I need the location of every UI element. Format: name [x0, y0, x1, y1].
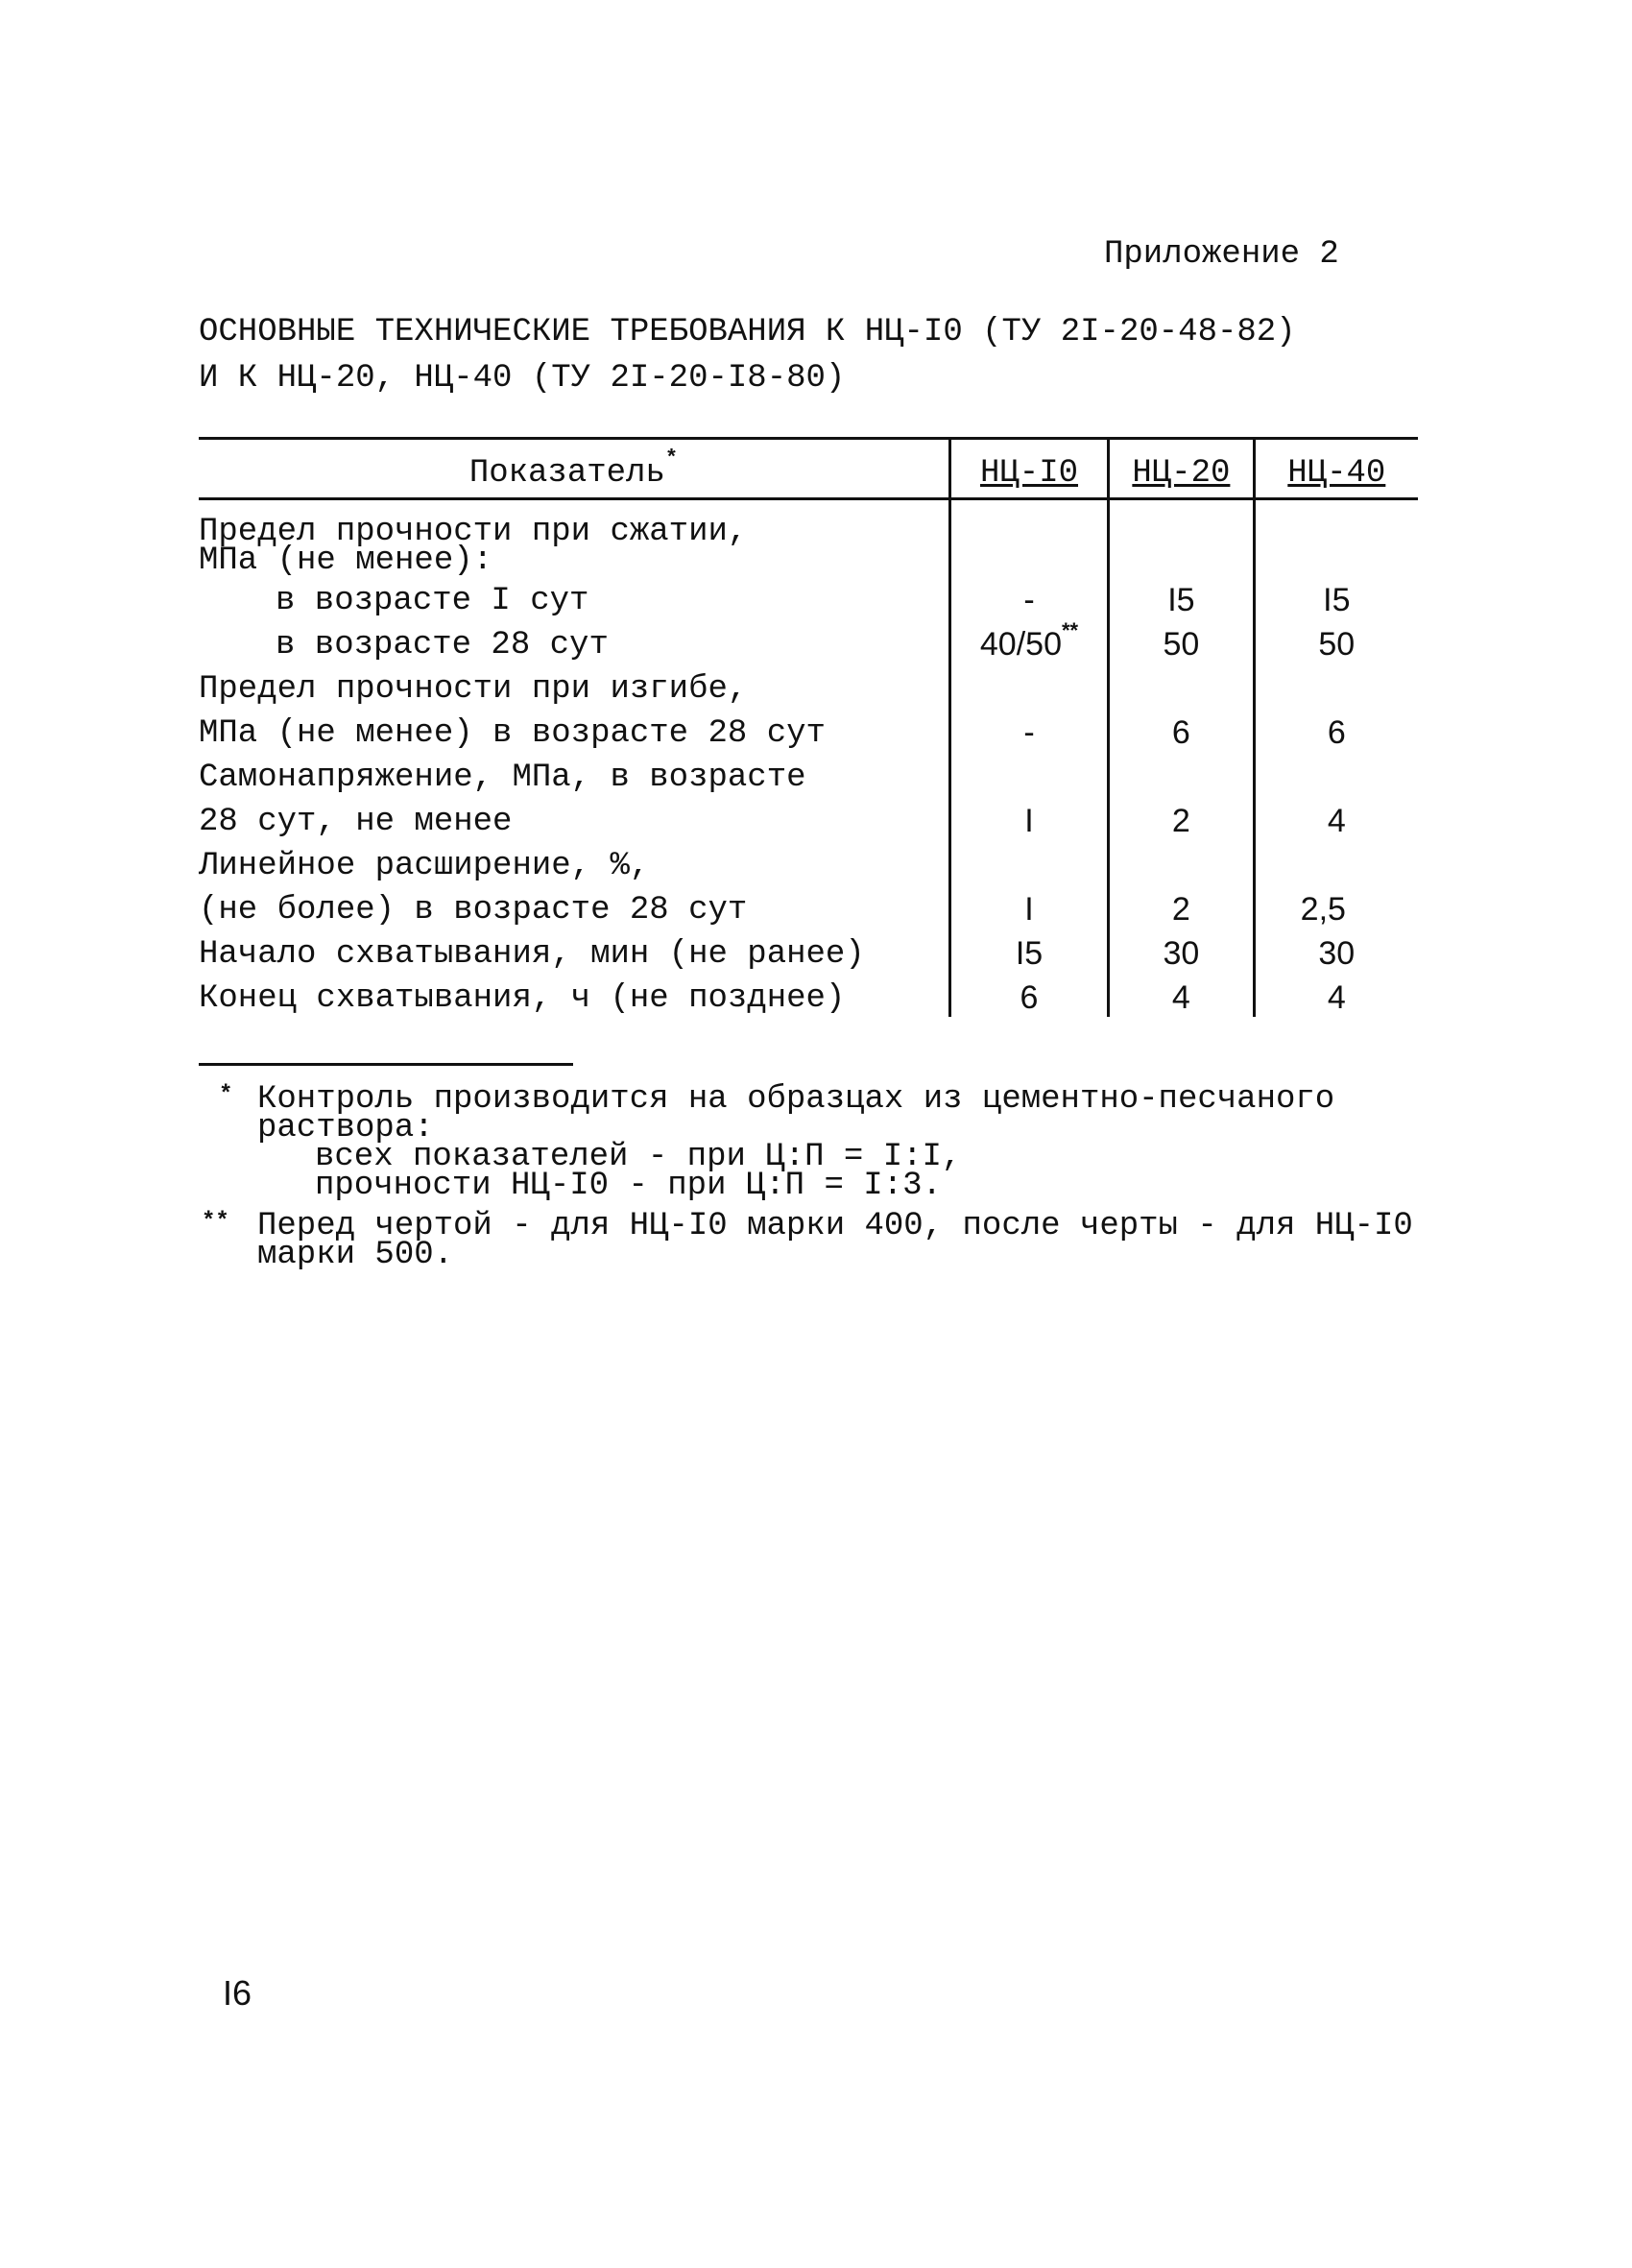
header-nc40-label: НЦ-40: [1287, 455, 1386, 492]
row-value-nc40: 4: [1254, 796, 1418, 840]
row-value-nc20: 6: [1109, 708, 1254, 752]
row-value-nc20: 4: [1109, 973, 1254, 1017]
table-row: [199, 929, 1418, 973]
footnote-2: [202, 1208, 1467, 1273]
row-label: Предел прочности при изгибе,: [199, 671, 748, 708]
row-value-nc40: 30: [1254, 929, 1418, 973]
row-value-nc10: I5: [949, 929, 1108, 973]
row-value-nc40: [1254, 499, 1418, 576]
row-value-nc10: [949, 619, 1108, 664]
footnote-1-sub-2: прочности НЦ-I0 - при Ц:П = I:3.: [315, 1168, 942, 1204]
row-value-nc20: 50: [1109, 619, 1254, 664]
row-value-nc40: [1254, 664, 1418, 708]
footnote-1-text: Контроль производится на образцах из цементно-песчаного раствора:: [257, 1081, 1335, 1146]
row-label: 28 сут, не менее: [199, 804, 513, 840]
row-value-nc20: [1109, 752, 1254, 796]
row-value-nc20: [1109, 499, 1254, 576]
row-value-nc20: 2: [1109, 884, 1254, 929]
row-value-nc40: 4: [1254, 973, 1418, 1017]
footnote-divider: [199, 1063, 573, 1066]
footnotes: [202, 1081, 1467, 1281]
table-header-row: [199, 439, 1418, 499]
row-value-nc40: [1254, 840, 1418, 884]
table-row: [199, 796, 1418, 840]
table-row: [199, 752, 1418, 796]
row-value-nc10: 6: [949, 973, 1108, 1017]
row-value-nc20: 30: [1109, 929, 1254, 973]
row-label: в возрасте 28 сут: [276, 627, 609, 664]
row-value-nc20: I5: [1109, 575, 1254, 619]
header-param: [199, 439, 949, 499]
header-footnote-mark: *: [664, 446, 679, 470]
document-title-line-1: ОСНОВНЫЕ ТЕХНИЧЕСКИЕ ТРЕБОВАНИЯ К НЦ-I0 (ТУ 2I-20-48-82): [199, 314, 1296, 350]
row-value-nc10: [949, 752, 1108, 796]
row-value-nc40: I5: [1254, 575, 1418, 619]
row-label: Предел прочности при сжатии, МПа (не менее):: [199, 514, 748, 579]
header-nc10-label: НЦ-I0: [979, 455, 1079, 492]
row-value-nc10-text: 40/50: [979, 626, 1062, 663]
row-value-nc20: [1109, 664, 1254, 708]
row-label: Самонапряжение, МПа, в возрасте: [199, 760, 806, 796]
row-value-footnote-mark: **: [1061, 618, 1079, 642]
requirements-table: [199, 437, 1418, 1017]
footnote-1-mark: *: [219, 1082, 233, 1108]
row-value-nc20: 2: [1109, 796, 1254, 840]
table-row: [199, 708, 1418, 752]
row-value-nc40: 6: [1254, 708, 1418, 752]
row-value-nc10: I: [949, 796, 1108, 840]
header-nc10: [949, 439, 1108, 499]
footnote-2-mark: **: [202, 1209, 229, 1235]
row-label: Конец схватывания, ч (не позднее): [199, 980, 846, 1017]
row-value-nc10: I: [949, 884, 1108, 929]
table-row: [199, 884, 1418, 929]
footnote-1-sub-1: всех показателей - при Ц:П = I:I,: [315, 1139, 962, 1175]
row-value-nc10: [949, 664, 1108, 708]
footnote-1: [219, 1081, 1467, 1204]
table-row: [199, 575, 1418, 619]
row-value-nc40: 2,5: [1254, 884, 1418, 929]
row-value-nc10: [949, 499, 1108, 576]
row-label: (не более) в возрасте 28 сут: [199, 892, 748, 929]
row-value-nc20: [1109, 840, 1254, 884]
document-title: [199, 309, 1296, 401]
row-value-nc10: [949, 840, 1108, 884]
table-row: [199, 840, 1418, 884]
table-row: [199, 973, 1418, 1017]
row-value-nc40: [1254, 752, 1418, 796]
row-label: МПа (не менее) в возрасте 28 сут: [199, 715, 826, 752]
footnote-2-text: Перед чертой - для НЦ-I0 марки 400, после черты - для НЦ-I0 марки 500.: [257, 1208, 1413, 1273]
header-nc20: [1109, 439, 1254, 499]
row-label: Начало схватывания, мин (не ранее): [199, 936, 865, 973]
row-value-nc10: -: [949, 575, 1108, 619]
row-value-nc10: -: [949, 708, 1108, 752]
table-row: [199, 499, 1418, 576]
table-row: [199, 664, 1418, 708]
row-value-nc40: 50: [1254, 619, 1418, 664]
header-nc40: [1254, 439, 1418, 499]
row-label: Линейное расширение, %,: [199, 848, 650, 884]
page-number: I6: [223, 1973, 252, 2013]
appendix-label: Приложение 2: [1104, 236, 1339, 273]
document-title-line-2: И К НЦ-20, НЦ-40 (ТУ 2I-20-I8-80): [199, 360, 846, 397]
row-label: в возрасте I сут: [276, 583, 589, 619]
header-param-label: Показатель: [468, 455, 665, 492]
table-row: [199, 619, 1418, 664]
header-nc20-label: НЦ-20: [1132, 455, 1231, 492]
